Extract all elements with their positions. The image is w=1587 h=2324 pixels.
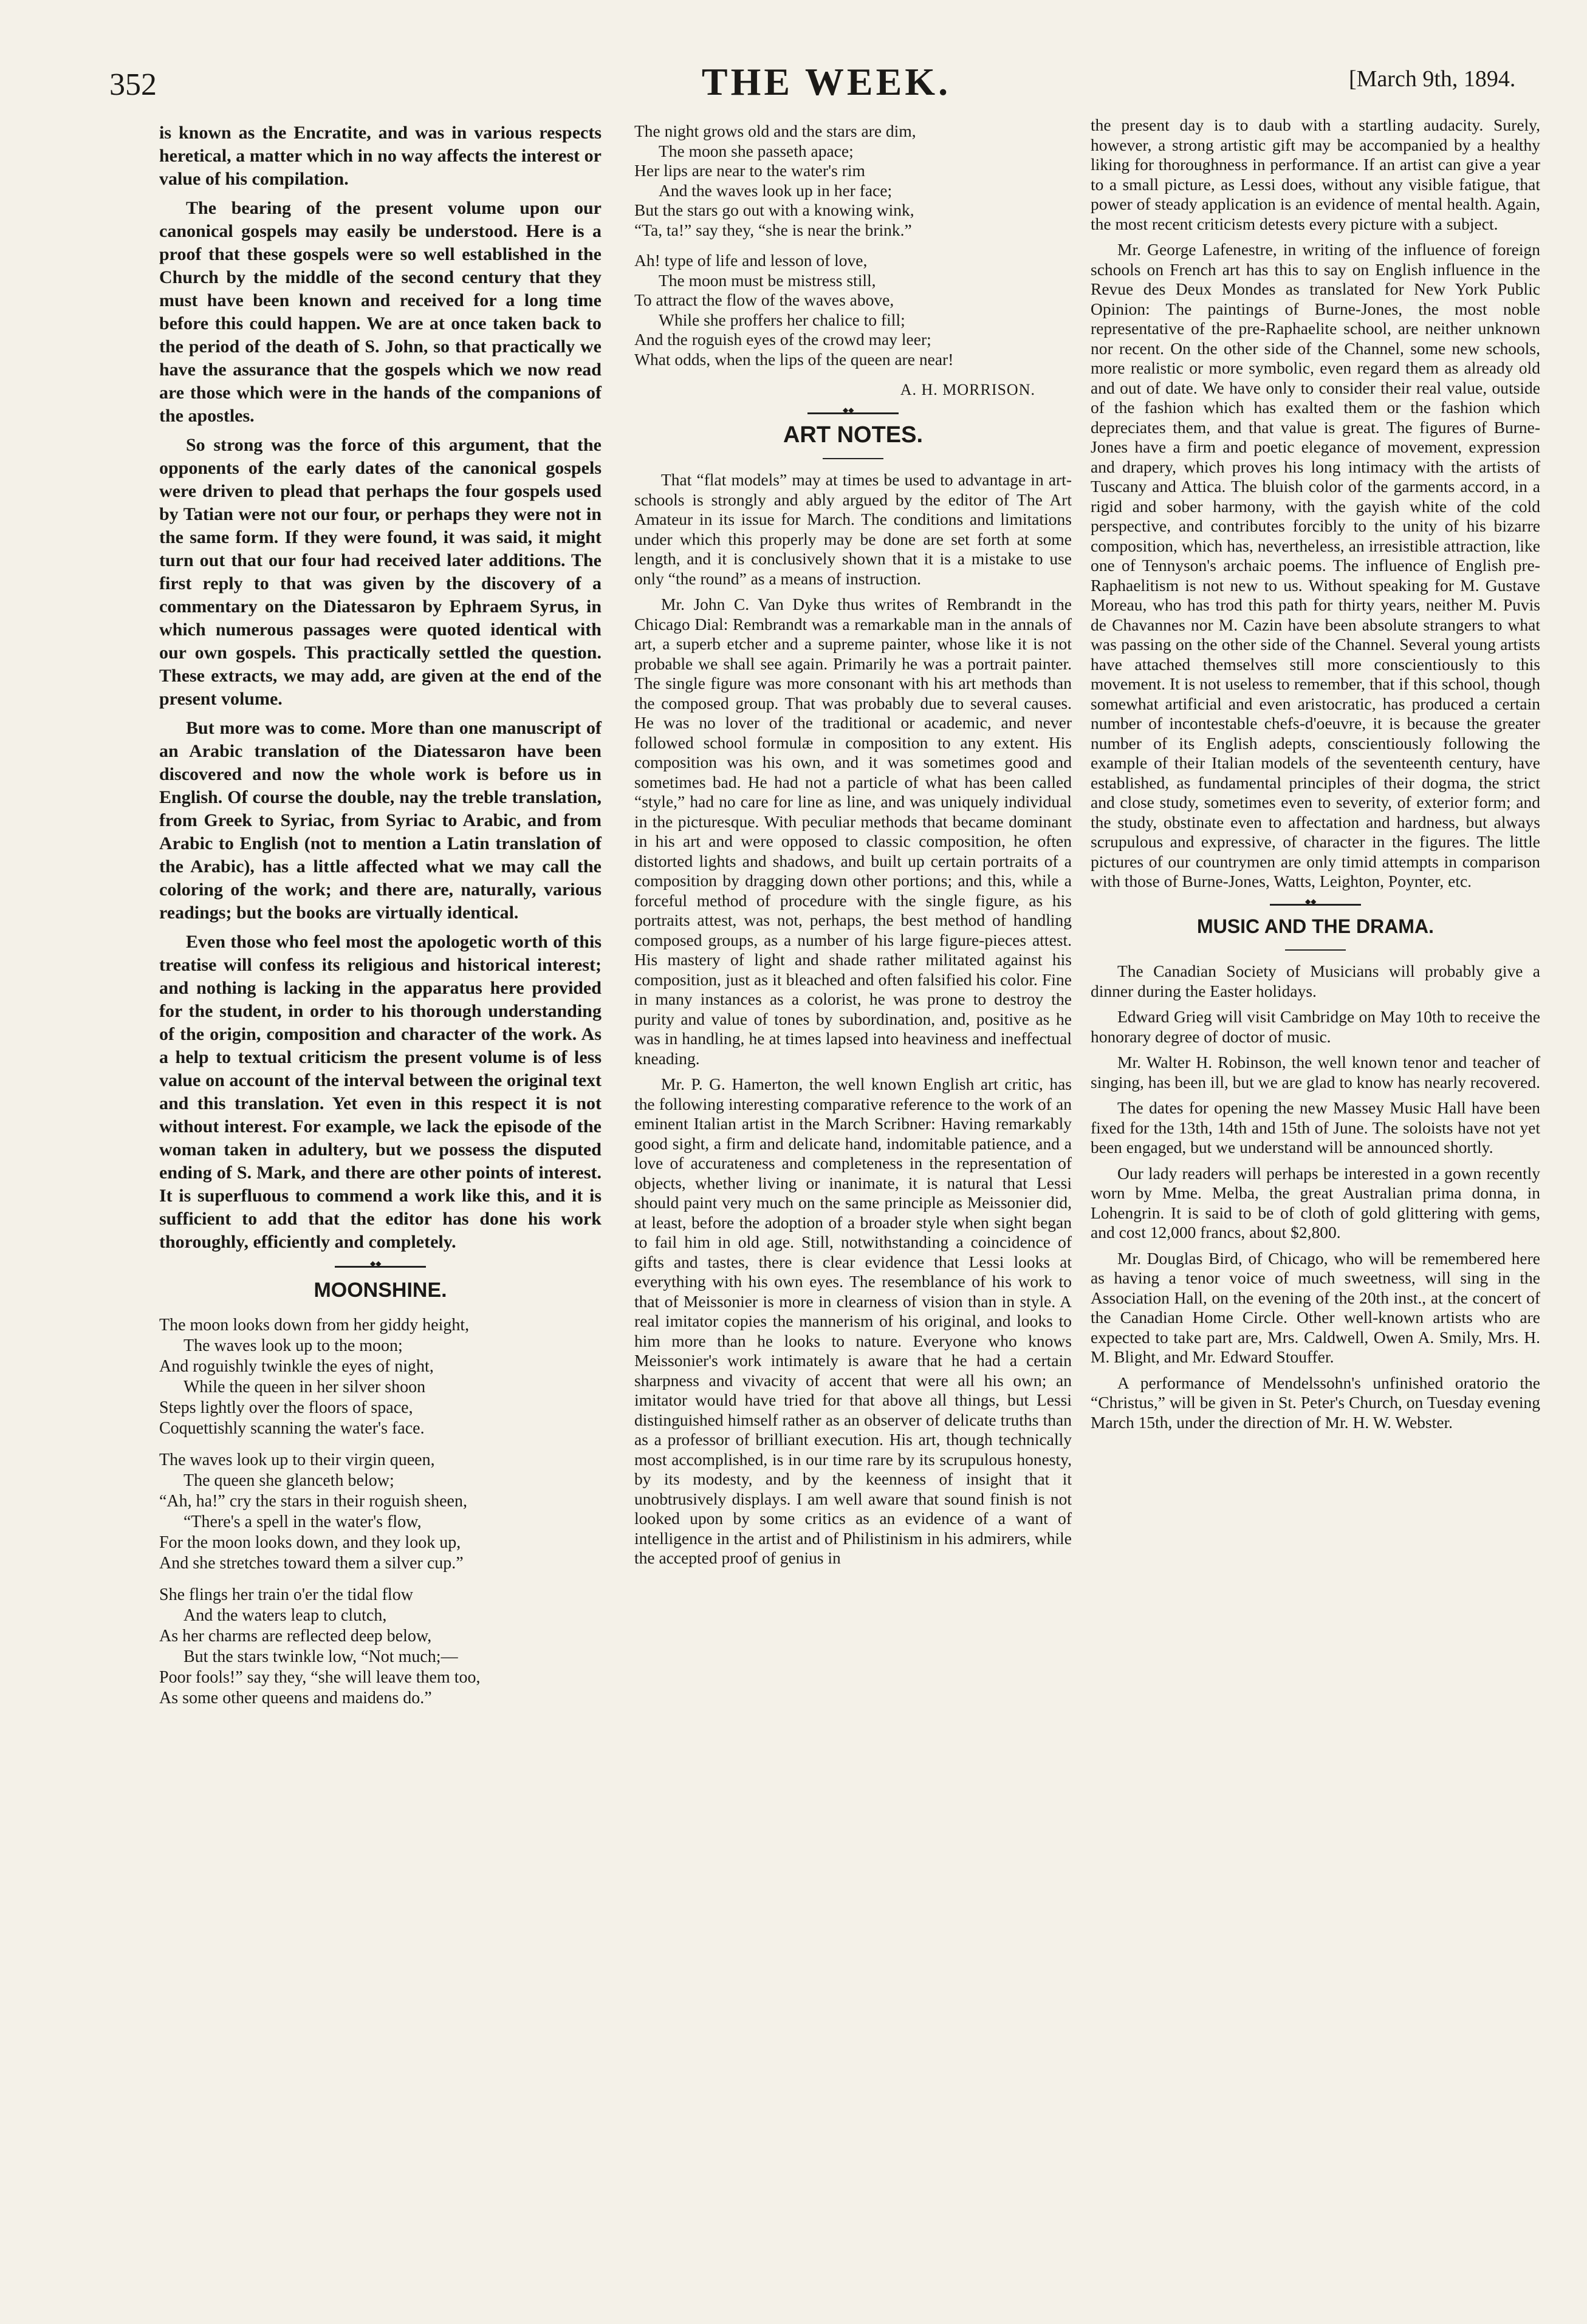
poem-line: The waves look up to their virgin queen, [159, 1451, 435, 1469]
paragraph: Mr. John C. Van Dyke thus writes of Rembrandt in the Chicago Dial: Rembrandt was a remarkable man in the annals of art, a superb etcher and a supreme painter, whose like it is not probable we shall see again. Primarily he was a portrait painter. The single figure was more consonant with his art methods than the composed group. That was probably due to several causes. He was no lover of the traditional or academic, and never followed school formulæ in composition to any extent. His composition was his own, and it was sometimes good and sometimes bad. He had not a particle of what has been called “style,” had no care for line as line, and was uniquely individual in the picturesque. With peculiar methods that became dominant in his art and were opposed to classic composition, he often distorted lights and shadows, and built up certain portraits of a composition by dragging down other portions; and this, while a forceful method of procedure with the single figure, as his portraits attest, was not, perhaps, the best method of handling composed groups, as a number of his large figure-pieces attest. His mastery of light and shade rather militated against his composition, just as it bleached and often falsified his color. Fine in many instances as a colorist, he was prone to destroy the purity and value of tones by subordination, and, positive as he was in handling, he at times lapsed into heaviness and ineffectual kneading. [634, 595, 1072, 1068]
poem-stanza [634, 121, 1072, 240]
poem-line: But the stars twinkle low, “Not much;— [183, 1647, 458, 1666]
poem-line: As her charms are reflected deep below, [159, 1627, 432, 1646]
section-divider [807, 412, 899, 414]
section-divider [1270, 904, 1361, 906]
poem-line: While she proffers her chalice to fill; [659, 310, 905, 329]
paragraph: is known as the Encratite, and was in various respects heretical, a matter which in no way affects the interest or value of his compilation. [159, 123, 602, 189]
poem-line: And roguishly twinkle the eyes of night, [159, 1357, 434, 1376]
paragraph: Mr. P. G. Hamerton, the well known English art critic, has the following interesting comparative reference to the work of an eminent Italian artist in the March Scribner: Having remarkably good sight, a firm and delicate hand, indomitable patience, and a love of accurateness and completeness in the representation of objects, whether living or inanimate, it is natural that Lessi should paint very much on the same principle as Meissonier did, at least, before the adoption of a broader style when sight began to fail him in old age. Still, notwithstanding a coincidence of gifts and tastes, there is clear evidence that Lessi looks at everything with his own eyes. The resemblance of his work to that of Meissonier is more in clearness of vision than in style. A real imitator copies the mannerism of his original, and looks to him more than he looks to nature. Everyone who knows Meissonier's work intimately is aware that he had a certain sharpness and vivacity of accent that were all his own; an imitator would have tried for that above all things, but Lessi distinguished himself rather as an observer of delicate truths than as a professor of brilliant execution. His art, though technically most accomplished, is in our time rare by its scrupulous honesty, by its modesty, and by the keenness of insight that it unobtrusively displays. I am well aware that sound finish is not looked upon by some critics as an evidence of a want of intelligence in the artist and of Philistinism in his admirers, while the accepted proof of genius in [634, 1075, 1072, 1567]
paragraph: But more was to come. More than one manuscript of an Arabic translation of the Diatessaron have been discovered and now the whole work is before us in English. Of course the double, nay the treble translation, from Greek to Syriac, from Syriac to Arabic, and from Arabic to English (not to mention a Latin translation of the Arabic), has a little affected what we may call the coloring of the work; and there are, naturally, various readings; but the books are virtually identical. [159, 718, 602, 923]
poem-line: And the waters leap to clutch, [183, 1606, 387, 1625]
poem-part-2 [634, 121, 1072, 369]
paragraph: Mr. Douglas Bird, of Chicago, who will be remembered here as having a tenor voice of much sweetness, will sing in the Association Hall, on the evening of the 20th inst., at the concert of the Canadian Home Circle. Other well-known artists who are expected to take part are, Mrs. Caldwell, Owen A. Smily, Mrs. H. M. Blight, and Mr. Edward Stouffer. [1091, 1248, 1540, 1366]
masthead: THE WEEK. [701, 60, 951, 103]
poem-stanza [634, 251, 1072, 369]
poem-part-1 [159, 1315, 602, 1709]
section-title-art-notes: ART NOTES. [783, 422, 924, 448]
section-title-music-drama: MUSIC AND THE DRAMA. [1197, 915, 1434, 937]
poem-line: Poor fools!” say they, “she will leave them too, [159, 1668, 481, 1687]
column-3 [1091, 115, 1540, 1438]
title-underline [1285, 949, 1346, 951]
poem-line: What odds, when the lips of the queen are near! [634, 349, 954, 369]
poem-stanza [159, 1585, 602, 1709]
paragraph: the present day is to daub with a startling audacity. Surely, however, a strong artistic gift may be accompanied by a healthy liking for thoroughness in performance. If an artist can give a year to a small picture, as Lessi does, without any visible fatigue, that power of steady application is an evidence of mental health. Again, the most recent criticism detests every picture with a subject. [1091, 115, 1540, 233]
poem-line: But the stars go out with a knowing wink, [634, 200, 914, 219]
poem-line: To attract the flow of the waves above, [634, 290, 894, 309]
poem-line: For the moon looks down, and they look up, [159, 1533, 461, 1552]
poem-line: While the queen in her silver shoon [183, 1378, 426, 1396]
paragraph: The bearing of the present volume upon our canonical gospels may easily be understood. Here is a proof that these gospels were so well established in the Church by the middle of the second century that they must have been known and received for a long time before this could happen. We are at once taken back to the period of the death of S. John, so that practically we have the assurance that the gospels which we now read are those which were in the hands of the companions of the apostles. [159, 198, 602, 426]
poem-line: “Ta, ta!” say they, “she is near the brink.” [634, 220, 912, 239]
dateline: [March 9th, 1894. [1349, 66, 1516, 92]
poem-line: Ah! type of life and lesson of love, [634, 251, 868, 270]
paragraph: Mr. George Lafenestre, in writing of the influence of foreign schools on French art has this to say on English influence in the Revue des Deux Mondes as translated for New York Public Opinion: The paintings of Burne-Jones, the most noble representative of the pre-Raphaelite school, are neither unknown nor recent. On the other side of the Channel, some new schools, more realistic or more symbolic, even regard them as already old and out of date. We have only to consider their real value, outside of the fashion which has exalted them or the fashion which depreciates them, and that value is great. The figures of Burne-Jones have a firm and poetic elegance of movement, expression and drapery, which proves his long intimacy with the artists of Tuscany and Attica. The bluish color of the garments accord, in a rigid and sober harmony, with the gayish white of the cold perspective, and contributes forcibly to the unity of his bizarre composition, which has, nevertheless, an irresistible attraction, like one of Tennyson's archaic poems. The influence of English pre-Raphaelitism is not new to us. Without speaking for M. Gustave Moreau, who has trod this path for thirty years, neither M. Puvis de Chavannes nor M. Cazin have been absolute strangers to what was passing on the other side of the Channel. Several young artists have attached themselves still more conscientiously to this movement. It is not useless to remember, that if this school, though somewhat artificial and even aristocratic, has produced a certain number of incontestable chefs-d'oeuvre, it is because the greater number of its English adepts, conscientiously following the example of their Italian models of the seventeenth century, have established, as fundamental principles of their dogma, the strict and close study, sometimes even to severity, of exterior form; and the study, obstinate even to affectation and hardness, but always scrupulous and expressive, of character in the figures. The little pictures of our countrymen are only timid attempts in comparison with those of Burne-Jones, Watts, Leighton, Poynter, etc. [1091, 240, 1540, 890]
paragraph: So strong was the force of this argument, that the opponents of the early dates of the canonical gospels were driven to plead that perhaps the four gospels used by Tatian were not our four, or perhaps they were not in the same form. If they were found, it was said, it might turn out that our four had received later additions. The first reply to that was given by the discovery of a commentary on the Diatessaron by Ephraem Syrus, in which numerous passages were quoted identical with our own gospels. This practically settled the question. These extracts, we may add, are given at the end of the present volume. [159, 435, 602, 709]
column-1 [159, 121, 602, 1720]
poem-line: The night grows old and the stars are dim, [634, 121, 916, 140]
poem-line: She flings her train o'er the tidal flow [159, 1585, 413, 1604]
poem-line: The moon must be mistress still, [659, 270, 876, 290]
title-underline [823, 458, 883, 459]
poem-line: The waves look up to the moon; [183, 1336, 403, 1355]
poem-line: And the waves look up in her face; [659, 180, 893, 200]
poem-line: And the roguish eyes of the crowd may leer; [634, 330, 931, 349]
paragraph: Edward Grieg will visit Cambridge on May 10th to receive the honorary degree of doctor of music. [1091, 1007, 1540, 1046]
paragraph: That “flat models” may at times be used to advantage in art-schools is strongly and ably argued by the editor of The Art Amateur in its issue for March. The conditions and limitations under which this properly may be done are set forth at some length, and it is conclusively shown that it is a mistake to use only “the round” as a means of instruction. [634, 470, 1072, 588]
poem-line: “Ah, ha!” cry the stars in their roguish sheen, [159, 1492, 467, 1511]
poem-line: “There's a spell in the water's flow, [183, 1512, 422, 1531]
poem-title: MOONSHINE. [314, 1279, 447, 1302]
paragraph: A performance of Mendelssohn's unfinished oratorio the “Christus,” will be given in St. Peter's Church, on Tuesday evening March 15th, under the direction of Mr. H. W. Webster. [1091, 1373, 1540, 1432]
paragraph: Even those who feel most the apologetic worth of this treatise will confess its religious and historical interest; and nothing is lacking in the apparatus here provided for the student, in order to his thorough understanding of the origin, composition and character of the work. As a help to textual criticism the present volume is of less value on account of the interval between the original text and this translation. Yet even in this respect it is not without interest. For example, we lack the episode of the woman taken in adultery, but we possess the disputed ending of S. Mark, and there are other points of interest. It is superfluous to commend a work like this, and it is sufficient to add that the editor has done his work thoroughly, efficiently and completely. [159, 932, 602, 1252]
poem-line: Steps lightly over the floors of space, [159, 1398, 413, 1417]
poem-line: Her lips are near to the water's rim [634, 161, 865, 180]
poem-stanza [159, 1450, 602, 1574]
column-2 [634, 121, 1072, 1574]
paragraph: Mr. Walter H. Robinson, the well known tenor and teacher of singing, has been ill, but we are glad to know has nearly recovered. [1091, 1053, 1540, 1092]
poem-line: As some other queens and maidens do.” [159, 1689, 432, 1707]
poem-signature: A. H. MORRISON. [900, 381, 1035, 398]
paragraph: The dates for opening the new Massey Music Hall have been fixed for the 13th, 14th and 15th of June. The soloists have not yet been engaged, but we understand will be announced shortly. [1091, 1098, 1540, 1157]
poem-line: The moon looks down from her giddy height, [159, 1316, 470, 1335]
poem-stanza [159, 1315, 602, 1439]
poem-line: Coquettishly scanning the water's face. [159, 1419, 425, 1438]
poem-line: The moon she passeth apace; [659, 141, 854, 160]
paragraph: Our lady readers will perhaps be interested in a gown recently worn by Mme. Melba, the great Australian prima donna, in Lohengrin. It is said to be of cloth of gold glittering with gems, and cost 12,000 francs, about $2,800. [1091, 1163, 1540, 1242]
poem-line: And she stretches toward them a silver cup.” [159, 1554, 464, 1573]
section-divider [335, 1266, 426, 1268]
paragraph: The Canadian Society of Musicians will probably give a dinner during the Easter holidays. [1091, 962, 1540, 1000]
page-number: 352 [109, 67, 157, 102]
poem-line: The queen she glanceth below; [183, 1471, 394, 1490]
